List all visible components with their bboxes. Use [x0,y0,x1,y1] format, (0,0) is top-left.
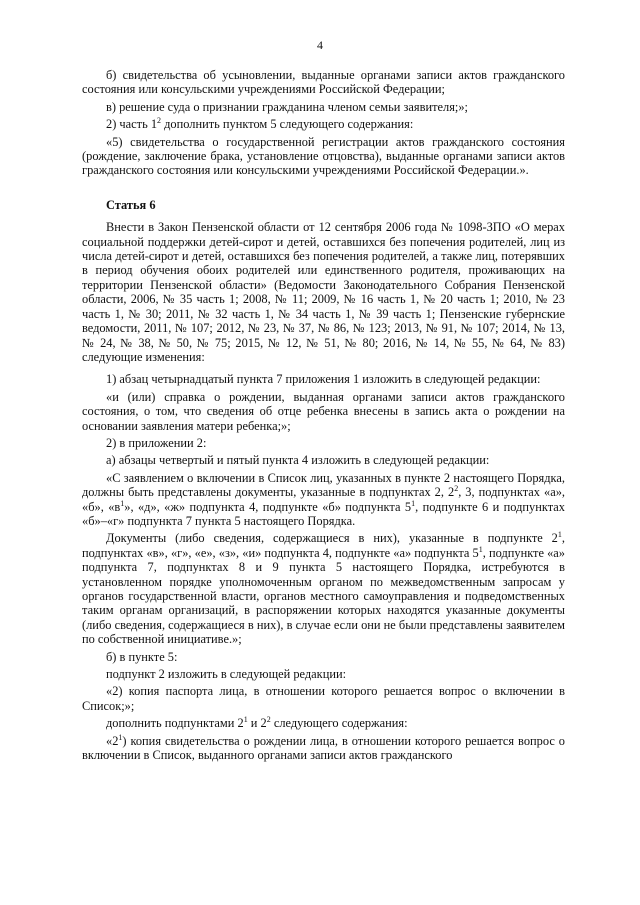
text-segment: , 3, подпунктах «а», «б», «в [82,485,565,514]
paragraph: «5) свидетельства о государственной регистрации актов гражданского состояния (рождение, заключение брака, установление отцовства), выданные органами записи актов гражданского состояния или консульскими учреждениями Российской Федерации.». [82,134,565,178]
paragraph: б) в пункте 5: [106,649,178,664]
superscript: 2 [266,715,271,725]
paragraph: б) свидетельства об усыновлении, выданные органами записи актов гражданского состояния или консульскими учреждениями Российской Федерации; [82,68,565,97]
superscript: 1 [478,544,483,554]
text-segment: «С заявлением о включении в Список лиц, указанных в пункте 2 настоящего Порядка, должны быть представлены документы, указанные в подпунктах 2, 2 [82,470,565,500]
text-segment: », «д», «ж» подпункта 4, подпункте «б» подпункта 5 [124,499,412,514]
superscript: 1 [118,732,123,742]
text-segment: дополнить подпунктами 2 [106,716,244,731]
paragraph: Внести в Закон Пензенской области от 12 сентября 2006 года № 1098-ЗПО «О мерах социальной поддержки детей-сирот и детей, оставшихся без попечения родителей, лиц из числа детей-сирот и детей, оставшихся без попечения родителей, а также лиц, потерявших в период обучения обоих родителей или единственного родителя, проживающих на территории Пензенской области» (Ведомости Законодательного Собрания Пензенской области, 2006, № 35 часть 1; 2008, № 11; 2009, № 16 часть 1, № 20 часть 1; 2010, № 23 часть 1, № 30; 2011, № 32 часть 1, № 34 часть 1, № 39 часть 1; Пензенские губернские ведомости, 2011, № 107; 2012, № 23, № 37, № 86, № 123; 2013, № 91, № 107; 2014, № 13, № 24, № 38, № 50, № 75; 2015, № 12, № 51, № 80; 2016, № 14, № 55, № 64, № 83) следующие изменения: [82,220,565,364]
paragraph: «и (или) справка о рождении, выданная органами записи актов гражданского состояния, о том, что сведения об отце ребенка внесены в запись акта о рождении на основании заявления матери ребенка;»; [82,389,565,433]
text-segment: дополнить пунктом 5 следующего содержания: [161,117,414,132]
paragraph [82,734,565,763]
paragraph: «2) копия паспорта лица, в отношении которого решается вопрос о включении в Список;»; [82,684,565,713]
paragraph: в) решение суда о признании гражданина членом семьи заявителя;»; [106,99,468,114]
paragraph [82,531,565,646]
paragraph [82,471,565,529]
text-segment: Документы (либо сведения, содержащиеся в них), указанные в подпункте 2 [106,531,558,546]
superscript: 1 [243,715,248,725]
superscript: 1 [120,498,125,508]
paragraph: 1) абзац четырнадцатый пункта 7 приложения 1 изложить в следующей редакции: [106,372,541,387]
text-segment: , подпункте «а» подпункта 7, подпунктах 8 и 9 пункта 5 настоящего Порядка, истребуются в установленном порядке уполномоченным органом по межведомственным запросам у органов государственной власти, органов местного самоуправления и подведомственных таким органам организаций, в распоряжении которых находятся указанные документы (либо сведения, содержащиеся в них), в случае если они не были представлены заявителем по собственной инициативе.»; [82,545,565,647]
paragraph: а) абзацы четвертый и пятый пункта 4 изложить в следующей редакции: [106,453,490,468]
paragraph [82,117,565,131]
document-body [82,68,565,765]
superscript: 1 [557,530,562,540]
text-segment: 2) часть 1 [106,117,158,132]
text-segment: , подпунктах «в», «г», «е», «з», «и» подпункта 4, подпункте «а» подпункта 5 [82,531,565,560]
text-segment: ) копия свидетельства о рождении лица, в отношении которого решается вопрос о включении в Список, выданного органами записи актов гражданского [82,733,565,763]
article-heading: Статья 6 [106,197,156,212]
text-segment: и 2 [247,716,267,731]
paragraph [82,716,565,730]
paragraph: подпункт 2 изложить в следующей редакции: [106,667,347,682]
superscript: 2 [157,116,162,126]
superscript: 1 [411,498,416,508]
text-segment: «2 [106,733,119,748]
page-number: 4 [317,38,323,52]
text-segment: , подпункте 6 и подпунктах «б»–«г» подпункта 7 пункта 5 настоящего Порядка. [82,499,565,528]
text-segment: следующего содержания: [270,716,408,731]
superscript: 2 [454,484,459,494]
paragraph: 2) в приложении 2: [106,435,207,450]
